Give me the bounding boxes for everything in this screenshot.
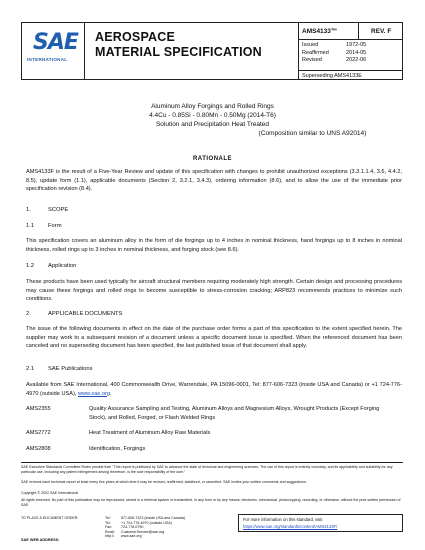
subtitle-line-3: Solution and Precipitation Heat Treated [155, 121, 270, 128]
date-revised: Revised 2022-06 [302, 57, 367, 63]
logo-mark: SAE [33, 30, 78, 55]
more-info-label: For more information on this standard, visit [243, 517, 323, 522]
contact-row: Email: CustomerService@sae.org [105, 529, 165, 534]
order-contact-block [21, 516, 236, 539]
contact-row: Tel: +1 724-776-4970 (outside USA) [105, 520, 172, 525]
sae-logo [22, 23, 85, 79]
superseding-note: Superseding AMS4133E [299, 70, 403, 79]
revision-label: REV. F [359, 23, 403, 40]
header-box [21, 22, 403, 80]
section-1-1-heading: 1.1 Form [26, 223, 62, 229]
title-line-1: AEROSPACE [95, 30, 176, 44]
section-1-2-heading: 1.2 Application [26, 263, 77, 269]
title-line-2: MATERIAL SPECIFICATION [95, 45, 262, 59]
subtitle-line-2: 4.4Cu - 0.85Si - 0.80Mn - 0.50Mg (2014-T6) [149, 112, 276, 119]
sae-url[interactable]: www.sae.org [121, 534, 142, 539]
section-2-text: The issue of the following documents in effect on the date of the purchase order forms a part of this specification to the extent specified herein. The supplier may work to a subsequent revision of a document unless a specific document issue is specified. When the referenced document has been canceled and no superseding document has been specified, the last published issue of that document shall apply. [26, 326, 402, 350]
rationale-text: AMS4133F is the result of a Five-Year Review and update of this specification with changes to prohibit unauthorized exceptions (3.3.1.1.4, 3.6, 4.4.2, 8.5), update form (1.1), applicable documents (Section 2, 3.2.1, 3.4.3), ordering information (8.6), and to allow the use of the immediate prior specification revision (8.4). [26, 169, 402, 193]
date-block [302, 42, 366, 65]
footer-web-address-label: SAE WEB ADDRESS: [21, 538, 60, 542]
section-1-heading: 1. SCOPE [26, 207, 69, 213]
footer-rights: All rights reserved. No part of this publication may be reproduced, stored in a retrieval system or transmitted, in any form or by any means, electronic, mechanical, photocopying, recording, or otherwise, without the prior written permission of SAE. [21, 498, 401, 507]
date-issued: Issued 1972-05 [302, 42, 367, 48]
customer-service-email[interactable]: CustomerService@sae.org [121, 529, 165, 534]
reference-ams2808: AMS2808 Identification, Forgings [26, 446, 146, 452]
contact-row: TO PLACE A DOCUMENT ORDER: Tel: 877-606-7323 (inside USA and Canada) [21, 516, 185, 520]
section-2-1-heading: 2.1 SAE Publications [26, 366, 93, 372]
subtitle-line-4: (Composition similar to UNS A92014) [258, 130, 367, 137]
ams-number: AMS4133™ [299, 23, 359, 40]
sae-website-link[interactable]: www.sae.org [77, 390, 110, 397]
section-2-1-text: Available from SAE International, 400 Commonwealth Drive, Warrendale, PA 15096-0001, Tel: 877-606-7323 (inside USA and Canada) or +1 724-776-4970 (outside USA), www.sae.org. [26, 382, 402, 397]
date-reaffirmed: Reaffirmed 2014-05 [302, 49, 367, 56]
footer-copyright: Copyright © 2022 SAE International [21, 491, 78, 495]
subtitle-line-1: Aluminum Alloy Forgings and Rolled Rings [151, 103, 274, 110]
footer-notice-2: SAE reviews each technical report at least every five years at which time it may be revised, reaffirmed, stabilized, or cancelled. SAE invites your written comments and suggestions. [21, 480, 307, 484]
standard-page-link[interactable]: https://www.sae.org/standards/content/AMS4133F/ [243, 523, 338, 529]
reference-ams2355: AMS2355 Quality Assurance Sampling and Testing, Aluminum Alloys and Magnesium Alloys, Wrought Products (Except Forging Stock), and Rolled, Forged, or Flash Welded Rings [26, 406, 380, 421]
section-2-heading: 2. APPLICABLE DOCUMENTS [26, 311, 123, 317]
section-1-1-text: This specification covers an aluminum alloy in the form of die forgings up to 4 inches in nominal thickness, hand forgings up to 8 inches in nominal thickness, rolled rings up to 3 inches in nominal thickness, and forging stock (see 8.6). [26, 238, 402, 253]
contact-row: Fax: 724-776-0790 [105, 525, 144, 530]
more-info-box [238, 514, 403, 532]
document-title [85, 23, 299, 79]
rationale-heading: RATIONALE [192, 156, 233, 162]
footer-notice-1: SAE Executive Standards Committee Rules provide that: "This report is published by SAE to advance the state of technical and engineering sciences. The use of this report is entirely voluntary, and its applicability and suitability for any particular use, including any patent infringement arising therefrom, is the sole responsibility of the user." [21, 465, 393, 474]
footer-divider [21, 462, 403, 463]
reference-ams2772: AMS2772 Heat Treatment of Aluminum Alloy Raw Materials [26, 430, 211, 436]
contact-row: http:// www.sae.org [105, 534, 142, 539]
logo-subtext: INTERNATIONAL [27, 57, 68, 62]
section-1-2-text: These products have been used typically for aircraft structural members requiring moderately high strength. Certain design and processing procedures may cause these forgings and rolled rings to become susceptible to stress-corrosion cracking; ARP823 recommends practices to minimize such conditions. [26, 279, 402, 303]
